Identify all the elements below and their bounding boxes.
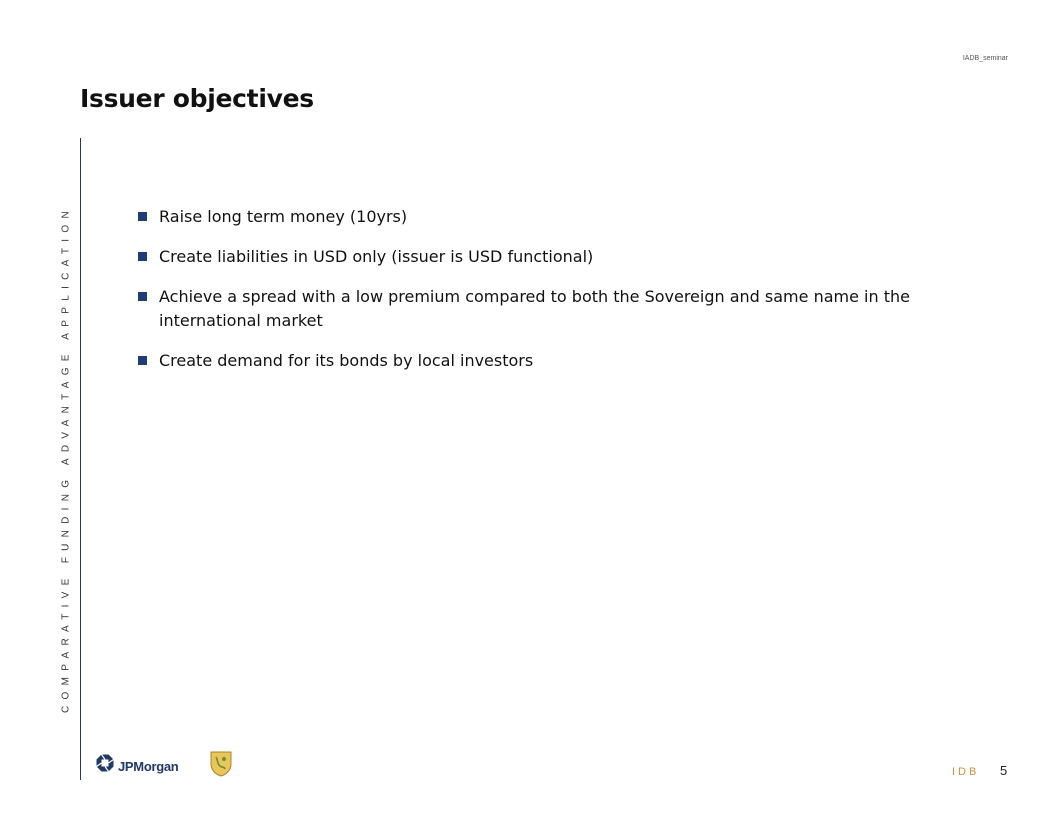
square-bullet-icon bbox=[138, 292, 147, 301]
square-bullet-icon bbox=[138, 212, 147, 221]
square-bullet-icon bbox=[138, 356, 147, 365]
bullet-text: Create demand for its bonds by local investors bbox=[159, 351, 534, 370]
vertical-divider bbox=[80, 138, 81, 780]
idb-crest-icon bbox=[209, 751, 233, 777]
bullet-text: Achieve a spread with a low premium compared to both the Sovereign and same name in the international market bbox=[159, 287, 910, 330]
page-number: 5 bbox=[1000, 763, 1008, 778]
bullet-text: Raise long term money (10yrs) bbox=[159, 207, 408, 226]
bullet-item bbox=[138, 245, 958, 269]
bullet-item bbox=[138, 349, 958, 373]
organization-label: IDB bbox=[952, 766, 980, 778]
bullet-list bbox=[138, 205, 958, 389]
bullet-text: Create liabilities in USD only (issuer is USD functional) bbox=[159, 247, 594, 266]
jpmorgan-logo bbox=[96, 751, 178, 774]
jpmorgan-octagon-icon bbox=[96, 754, 114, 772]
page-title: Issuer objectives bbox=[80, 84, 314, 113]
square-bullet-icon bbox=[138, 252, 147, 261]
bullet-item bbox=[138, 205, 958, 229]
bullet-item bbox=[138, 285, 958, 333]
side-caption: COMPARATIVE FUNDING ADVANTAGE APPLICATION bbox=[60, 205, 72, 713]
document-tag: IADB_seminar bbox=[962, 55, 1008, 62]
logo-text: JPMorgan bbox=[118, 759, 179, 774]
